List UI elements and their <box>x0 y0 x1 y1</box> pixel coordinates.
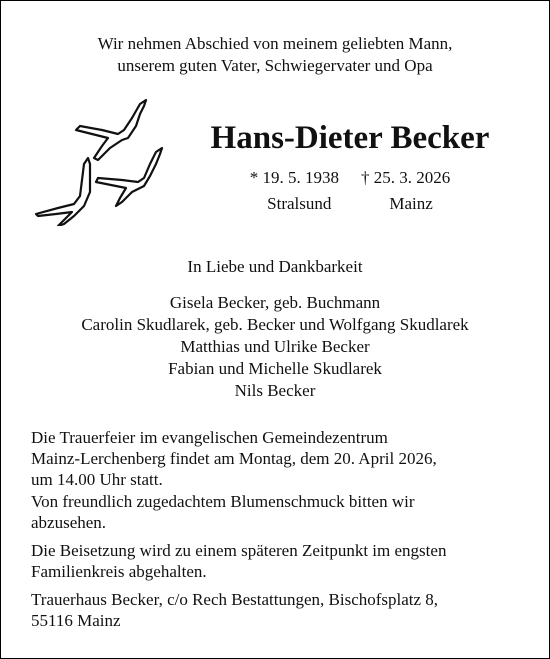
notice-line: Mainz-Lerchenberg findet am Montag, dem 20. April 2026, <box>31 449 437 468</box>
intro-text <box>0 33 550 77</box>
family-member: Matthias und Ulrike Becker <box>180 337 370 356</box>
family-member: Nils Becker <box>234 381 316 400</box>
notice-line: Die Trauerfeier im evangelischen Gemeindezentrum <box>31 428 388 447</box>
intro-line: unserem guten Vater, Schwiegervater und Opa <box>117 56 433 75</box>
death-place: Mainz <box>389 194 433 213</box>
life-dates <box>190 167 510 189</box>
family-member: Carolin Skudlarek, geb. Becker und Wolfgang Skudlarek <box>81 315 469 334</box>
family-member: Fabian und Michelle Skudlarek <box>168 359 382 378</box>
burial-notice <box>31 540 531 582</box>
notice-line: Trauerhaus Becker, c/o Rech Bestattungen, Bischofsplatz 8, <box>31 590 439 609</box>
family-member: Gisela Becker, geb. Buchmann <box>169 293 381 312</box>
dedication-line: In Liebe und Dankbarkeit <box>187 257 363 276</box>
birth-place: Stralsund <box>267 194 332 213</box>
notice-line: Familienkreis abgehalten. <box>31 562 207 581</box>
family-list <box>0 292 550 402</box>
birth-date: * 19. 5. 1938 <box>249 168 339 187</box>
ceremony-notice <box>31 427 531 490</box>
flowers-notice <box>31 491 531 533</box>
address-notice <box>31 589 531 631</box>
death-date: † 25. 3. 2026 <box>361 168 451 187</box>
life-places <box>190 193 510 215</box>
notice-line: Die Beisetzung wird zu einem späteren Zeitpunkt im engsten <box>31 541 447 560</box>
birds-in-flight-icon <box>28 96 168 226</box>
intro-line: Wir nehmen Abschied von meinem geliebten Mann, <box>97 34 453 53</box>
notice-line: um 14.00 Uhr statt. <box>31 470 163 489</box>
deceased-name: Hans-Dieter Becker <box>210 120 490 156</box>
notice-line: abzusehen. <box>31 513 107 532</box>
notice-line: Von freundlich zugedachtem Blumenschmuck bitten wir <box>31 492 415 511</box>
notice-line: 55116 Mainz <box>31 611 121 630</box>
